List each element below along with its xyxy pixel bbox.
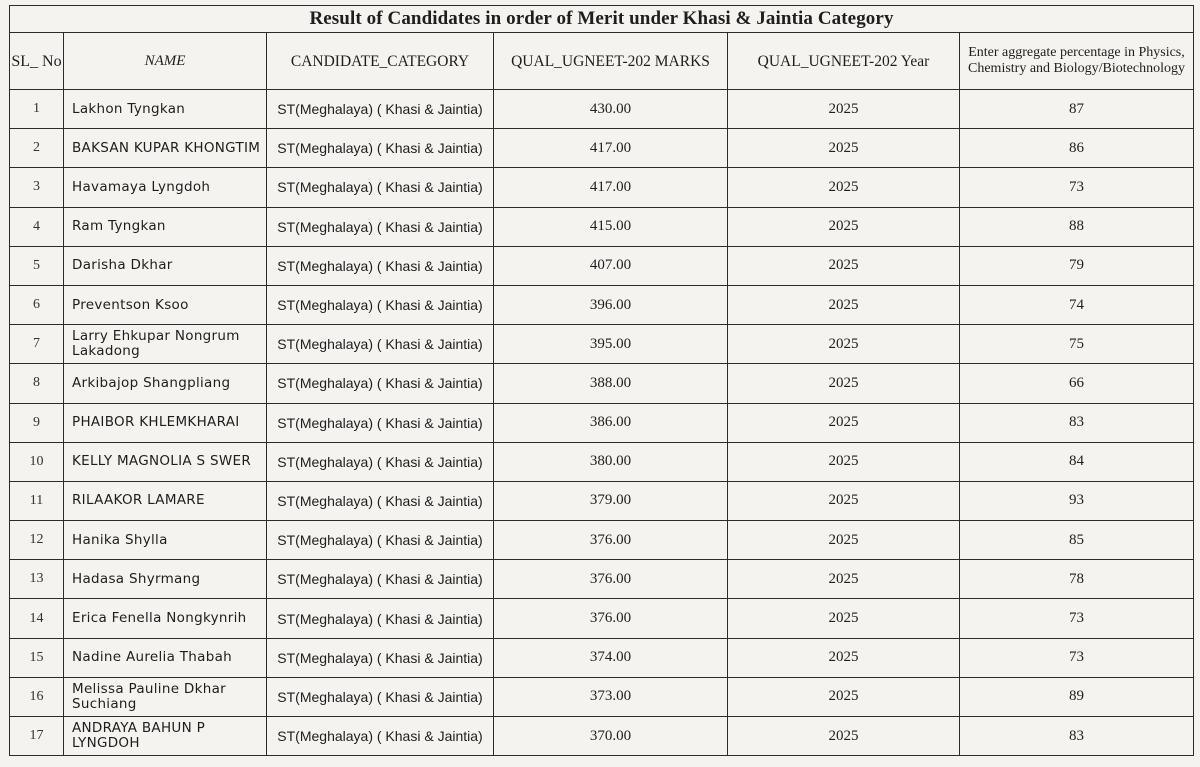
cell-sl-no: 12 [10,521,64,560]
cell-year: 2025 [728,168,960,207]
cell-candidate-category: ST(Meghalaya) ( Khasi & Jaintia) [267,168,494,207]
cell-candidate-category: ST(Meghalaya) ( Khasi & Jaintia) [267,129,494,168]
cell-name: Havamaya Lyngdoh [64,168,267,207]
cell-aggregate-percentage: 89 [960,677,1194,716]
cell-marks: 407.00 [494,246,728,285]
cell-aggregate-percentage: 88 [960,207,1194,246]
cell-name: Preventson Ksoo [64,285,267,324]
cell-aggregate-percentage: 79 [960,246,1194,285]
table-row [10,638,1194,677]
cell-year: 2025 [728,129,960,168]
header-name: NAME [64,33,267,90]
cell-candidate-category: ST(Meghalaya) ( Khasi & Jaintia) [267,90,494,129]
cell-candidate-category: ST(Meghalaya) ( Khasi & Jaintia) [267,560,494,599]
cell-aggregate-percentage: 73 [960,599,1194,638]
cell-marks: 395.00 [494,325,728,364]
table-row [10,481,1194,520]
cell-aggregate-percentage: 84 [960,442,1194,481]
cell-sl-no: 5 [10,246,64,285]
cell-name: Erica Fenella Nongkynrih [64,599,267,638]
cell-marks: 379.00 [494,481,728,520]
cell-name: Arkibajop Shangpliang [64,364,267,403]
cell-aggregate-percentage: 83 [960,403,1194,442]
cell-candidate-category: ST(Meghalaya) ( Khasi & Jaintia) [267,521,494,560]
cell-marks: 386.00 [494,403,728,442]
cell-marks: 376.00 [494,521,728,560]
header-sl-no: SL_ No [10,33,64,90]
cell-year: 2025 [728,638,960,677]
table-row [10,677,1194,716]
cell-year: 2025 [728,207,960,246]
cell-year: 2025 [728,325,960,364]
cell-marks: 417.00 [494,168,728,207]
cell-name: Darisha Dkhar [64,246,267,285]
header-year: QUAL_UGNEET-202 Year [728,33,960,90]
cell-candidate-category: ST(Meghalaya) ( Khasi & Jaintia) [267,325,494,364]
cell-candidate-category: ST(Meghalaya) ( Khasi & Jaintia) [267,364,494,403]
cell-sl-no: 9 [10,403,64,442]
cell-year: 2025 [728,481,960,520]
cell-name: Larry Ehkupar Nongrum Lakadong [64,325,267,364]
cell-candidate-category: ST(Meghalaya) ( Khasi & Jaintia) [267,677,494,716]
cell-year: 2025 [728,364,960,403]
cell-sl-no: 11 [10,481,64,520]
cell-aggregate-percentage: 86 [960,129,1194,168]
header-aggregate-percentage: Enter aggregate percentage in Physics, Chemistry and Biology/Biotechnology [960,33,1194,90]
cell-year: 2025 [728,599,960,638]
cell-aggregate-percentage: 83 [960,717,1194,756]
table-row [10,207,1194,246]
cell-sl-no: 13 [10,560,64,599]
cell-candidate-category: ST(Meghalaya) ( Khasi & Jaintia) [267,599,494,638]
cell-sl-no: 17 [10,717,64,756]
cell-sl-no: 2 [10,129,64,168]
cell-candidate-category: ST(Meghalaya) ( Khasi & Jaintia) [267,207,494,246]
document-title: Result of Candidates in order of Merit under Khasi & Jaintia Category [10,6,1194,33]
cell-candidate-category: ST(Meghalaya) ( Khasi & Jaintia) [267,717,494,756]
table-row [10,285,1194,324]
cell-marks: 430.00 [494,90,728,129]
cell-marks: 376.00 [494,560,728,599]
cell-sl-no: 14 [10,599,64,638]
cell-sl-no: 10 [10,442,64,481]
cell-aggregate-percentage: 78 [960,560,1194,599]
cell-sl-no: 7 [10,325,64,364]
header-row [10,33,1194,90]
table-row [10,325,1194,364]
cell-year: 2025 [728,90,960,129]
cell-name: RILAAKOR LAMARE [64,481,267,520]
cell-marks: 396.00 [494,285,728,324]
table-row [10,403,1194,442]
cell-aggregate-percentage: 73 [960,638,1194,677]
cell-year: 2025 [728,246,960,285]
cell-marks: 370.00 [494,717,728,756]
table-row [10,364,1194,403]
table-row [10,599,1194,638]
cell-aggregate-percentage: 85 [960,521,1194,560]
cell-sl-no: 8 [10,364,64,403]
cell-name: Melissa Pauline Dkhar Suchiang [64,677,267,716]
cell-year: 2025 [728,521,960,560]
cell-marks: 373.00 [494,677,728,716]
cell-candidate-category: ST(Meghalaya) ( Khasi & Jaintia) [267,403,494,442]
cell-name: PHAIBOR KHLEMKHARAI [64,403,267,442]
table-row [10,246,1194,285]
table-row [10,560,1194,599]
cell-aggregate-percentage: 93 [960,481,1194,520]
merit-list-table [9,5,1194,756]
cell-year: 2025 [728,560,960,599]
header-candidate-category: CANDIDATE_CATEGORY [267,33,494,90]
cell-candidate-category: ST(Meghalaya) ( Khasi & Jaintia) [267,638,494,677]
cell-sl-no: 4 [10,207,64,246]
table-body [10,90,1194,756]
cell-year: 2025 [728,717,960,756]
cell-aggregate-percentage: 74 [960,285,1194,324]
title-row [10,6,1194,33]
table-row [10,168,1194,207]
cell-year: 2025 [728,442,960,481]
cell-sl-no: 16 [10,677,64,716]
cell-aggregate-percentage: 75 [960,325,1194,364]
cell-name: Lakhon Tyngkan [64,90,267,129]
header-marks: QUAL_UGNEET-202 MARKS [494,33,728,90]
cell-sl-no: 15 [10,638,64,677]
table-row [10,90,1194,129]
cell-aggregate-percentage: 66 [960,364,1194,403]
cell-name: Hadasa Shyrmang [64,560,267,599]
cell-candidate-category: ST(Meghalaya) ( Khasi & Jaintia) [267,285,494,324]
table-row [10,442,1194,481]
cell-aggregate-percentage: 87 [960,90,1194,129]
cell-marks: 388.00 [494,364,728,403]
cell-marks: 415.00 [494,207,728,246]
cell-sl-no: 6 [10,285,64,324]
cell-marks: 380.00 [494,442,728,481]
cell-candidate-category: ST(Meghalaya) ( Khasi & Jaintia) [267,481,494,520]
cell-marks: 374.00 [494,638,728,677]
cell-name: KELLY MAGNOLIA S SWER [64,442,267,481]
cell-name: Nadine Aurelia Thabah [64,638,267,677]
cell-year: 2025 [728,285,960,324]
cell-year: 2025 [728,403,960,442]
cell-name: ANDRAYA BAHUN P LYNGDOH [64,717,267,756]
cell-candidate-category: ST(Meghalaya) ( Khasi & Jaintia) [267,246,494,285]
cell-candidate-category: ST(Meghalaya) ( Khasi & Jaintia) [267,442,494,481]
cell-aggregate-percentage: 73 [960,168,1194,207]
table-row [10,521,1194,560]
cell-marks: 376.00 [494,599,728,638]
table-row [10,717,1194,756]
cell-marks: 417.00 [494,129,728,168]
cell-sl-no: 3 [10,168,64,207]
cell-name: Ram Tyngkan [64,207,267,246]
cell-year: 2025 [728,677,960,716]
table-row [10,129,1194,168]
cell-name: BAKSAN KUPAR KHONGTIM [64,129,267,168]
cell-sl-no: 1 [10,90,64,129]
cell-name: Hanika Shylla [64,521,267,560]
